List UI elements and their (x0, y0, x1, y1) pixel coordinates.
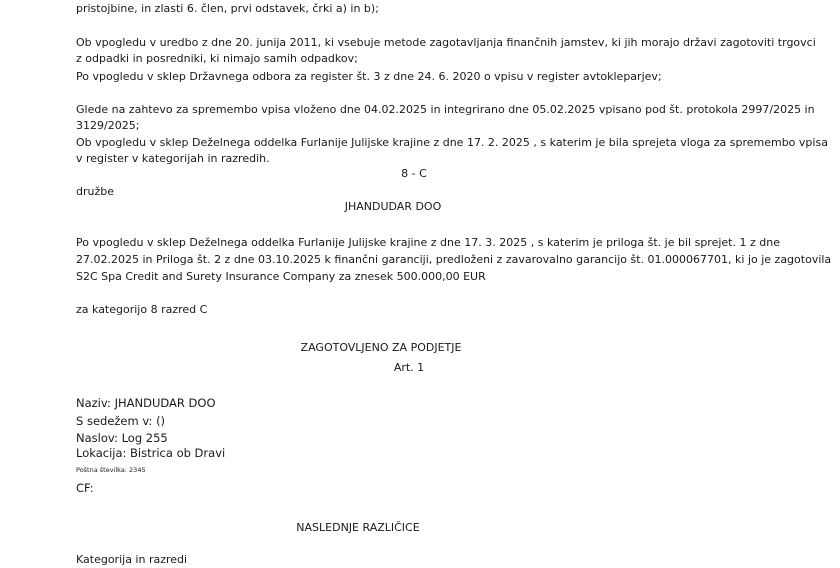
paragraph-sklep-odbor: Po vpogledu v sklep Državnega odbora za register št. 3 z dne 24. 6. 2020 o vpisu v register avtokleparjev; (76, 70, 662, 83)
company-naslov: Naslov: Log 255 (76, 431, 168, 445)
kategorija-line: za kategorijo 8 razred C (76, 303, 208, 316)
company-lokacija: Lokacija: Bistrica ob Dravi (76, 446, 226, 460)
heading-naslednje-razlicice: NASLEDNJE RAZLIČICE (296, 521, 420, 534)
article-number: Art. 1 (393, 361, 425, 374)
company-naziv: Naziv: JHANDUDAR DOO (76, 396, 216, 410)
cut-off-line: Kategorija in razredi (76, 553, 188, 566)
paragraph-sklep-1-line-1: Ob vpogledu v sklep Deželnega oddelka Furlanije Julijske krajine z dne 17. 2. 2025 , s katerim je bila sprejeta vloga za spremembo vpisa (76, 136, 828, 149)
druzbe-label: družbe (76, 185, 115, 198)
paragraph-sklep-2-line-3: S2C Spa Credit and Surety Insurance Company za znesek 500.000,00 EUR (76, 270, 486, 283)
paragraph-zahteva-line-1: Glede na zahtevo za spremembo vpisa vloženo dne 04.02.2025 in integrirano dne 05.02.2025 vpisano pod št. protokola 2997/2025 in (76, 103, 815, 116)
paragraph-sklep-1-line-2: v register v kategorijah in razredih. (76, 152, 270, 165)
category-code: 8 - C (401, 167, 427, 180)
paragraph-zahteva-line-2: 3129/2025; (76, 119, 140, 132)
company-sedez: S sedežem v: () (76, 414, 166, 428)
company-cf: CF: (76, 481, 94, 495)
paragraph-uredba-line-1: Ob vpogledu v uredbo z dne 20. junija 2011, ki vsebuje metode zagotavljanja finančnih jamstev, ki jih morajo državi zagotoviti trgovci (76, 36, 816, 49)
text-line-intro: pristojbine, in zlasti 6. člen, prvi odstavek, črki a) in b); (76, 2, 379, 15)
company-postna-stevilka: Poštna številka: 2345 (76, 466, 146, 474)
paragraph-sklep-2-line-1: Po vpogledu v sklep Deželnega oddelka Furlanije Julijske krajine z dne 17. 3. 2025 , s katerim je priloga št. je bil sprejet. 1 z dne (76, 236, 780, 249)
company-name-heading: JHANDUDAR DOO (344, 200, 442, 213)
heading-zagotovljeno: ZAGOTOVLJENO ZA PODJETJE (300, 341, 462, 354)
paragraph-uredba-line-2: z odpadki in posredniki, ki nimajo samih odpadkov; (76, 52, 358, 65)
paragraph-sklep-2-line-2: 27.02.2025 in Priloga št. 2 z dne 03.10.2025 k finančni garanciji, predloženi z zavarovalno garancijo št. 01.000067701, ki jo je zagotovila (76, 253, 832, 266)
